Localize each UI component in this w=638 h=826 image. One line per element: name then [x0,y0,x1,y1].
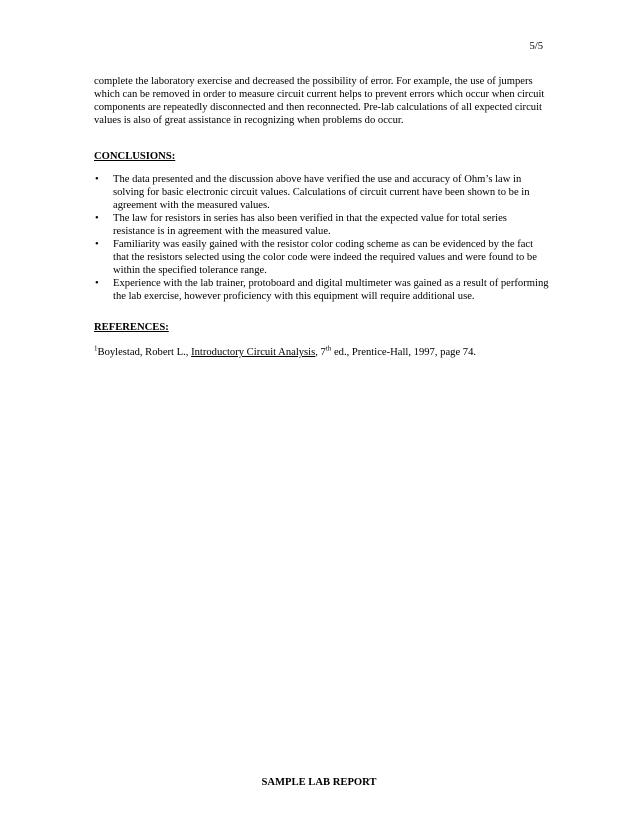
conclusion-item [94,238,549,277]
reference-title: Introductory Circuit Analysis [191,347,316,358]
conclusions-list [94,173,549,303]
references-heading: REFERENCES: [94,322,169,333]
reference-edition: , 7 [315,347,326,358]
conclusion-text: The data presented and the discussion above have verified the use and accuracy of Ohm’s law in solving for basic electronic circuit values. Calculations of circuit current have been shown to be in agreement with the measured values. [113,174,530,211]
reference-edition-suffix: th [325,344,332,353]
intro-paragraph: complete the laboratory exercise and decreased the possibility of error. For example, the use of jumpers which can be removed in order to measure circuit current helps to prevent errors which occur when circuit components are repeatedly disconnected and then reconnected. Pre-lab calculations of all expected circuit values is also of great assistance in recognizing when problems do occur. [94,76,545,126]
bullet-icon: • [95,213,99,224]
bullet-icon: • [95,174,99,185]
conclusion-text: Familiarity was easily gained with the resistor color coding scheme as can be evidenced by the fact that the resistors selected using the color code were indeed the required values and were found to be within the specified tolerance range. [113,239,537,276]
conclusion-item [94,173,549,212]
bullet-icon: • [95,278,99,289]
reference-author: Boylestad, Robert L., [97,347,192,358]
reference-publisher: ed., Prentice-Hall, 1997, page 74. [331,347,477,358]
conclusion-text: Experience with the lab trainer, protoboard and digital multimeter was gained as a result of performing the lab exercise, however proficiency with this equipment will require additional use. [113,278,549,302]
page-number: 5/5 [529,41,543,52]
conclusion-item [94,277,549,303]
conclusion-text: The law for resistors in series has also been verified in that the expected value for total series resistance is in agreement with the measured value. [113,213,507,237]
page-footer: SAMPLE LAB REPORT [261,777,377,788]
bullet-icon: • [95,239,99,250]
conclusion-item [94,212,549,238]
conclusions-heading: CONCLUSIONS: [94,151,176,162]
reference-entry [94,346,549,359]
reference-marker: 1 [94,344,98,353]
